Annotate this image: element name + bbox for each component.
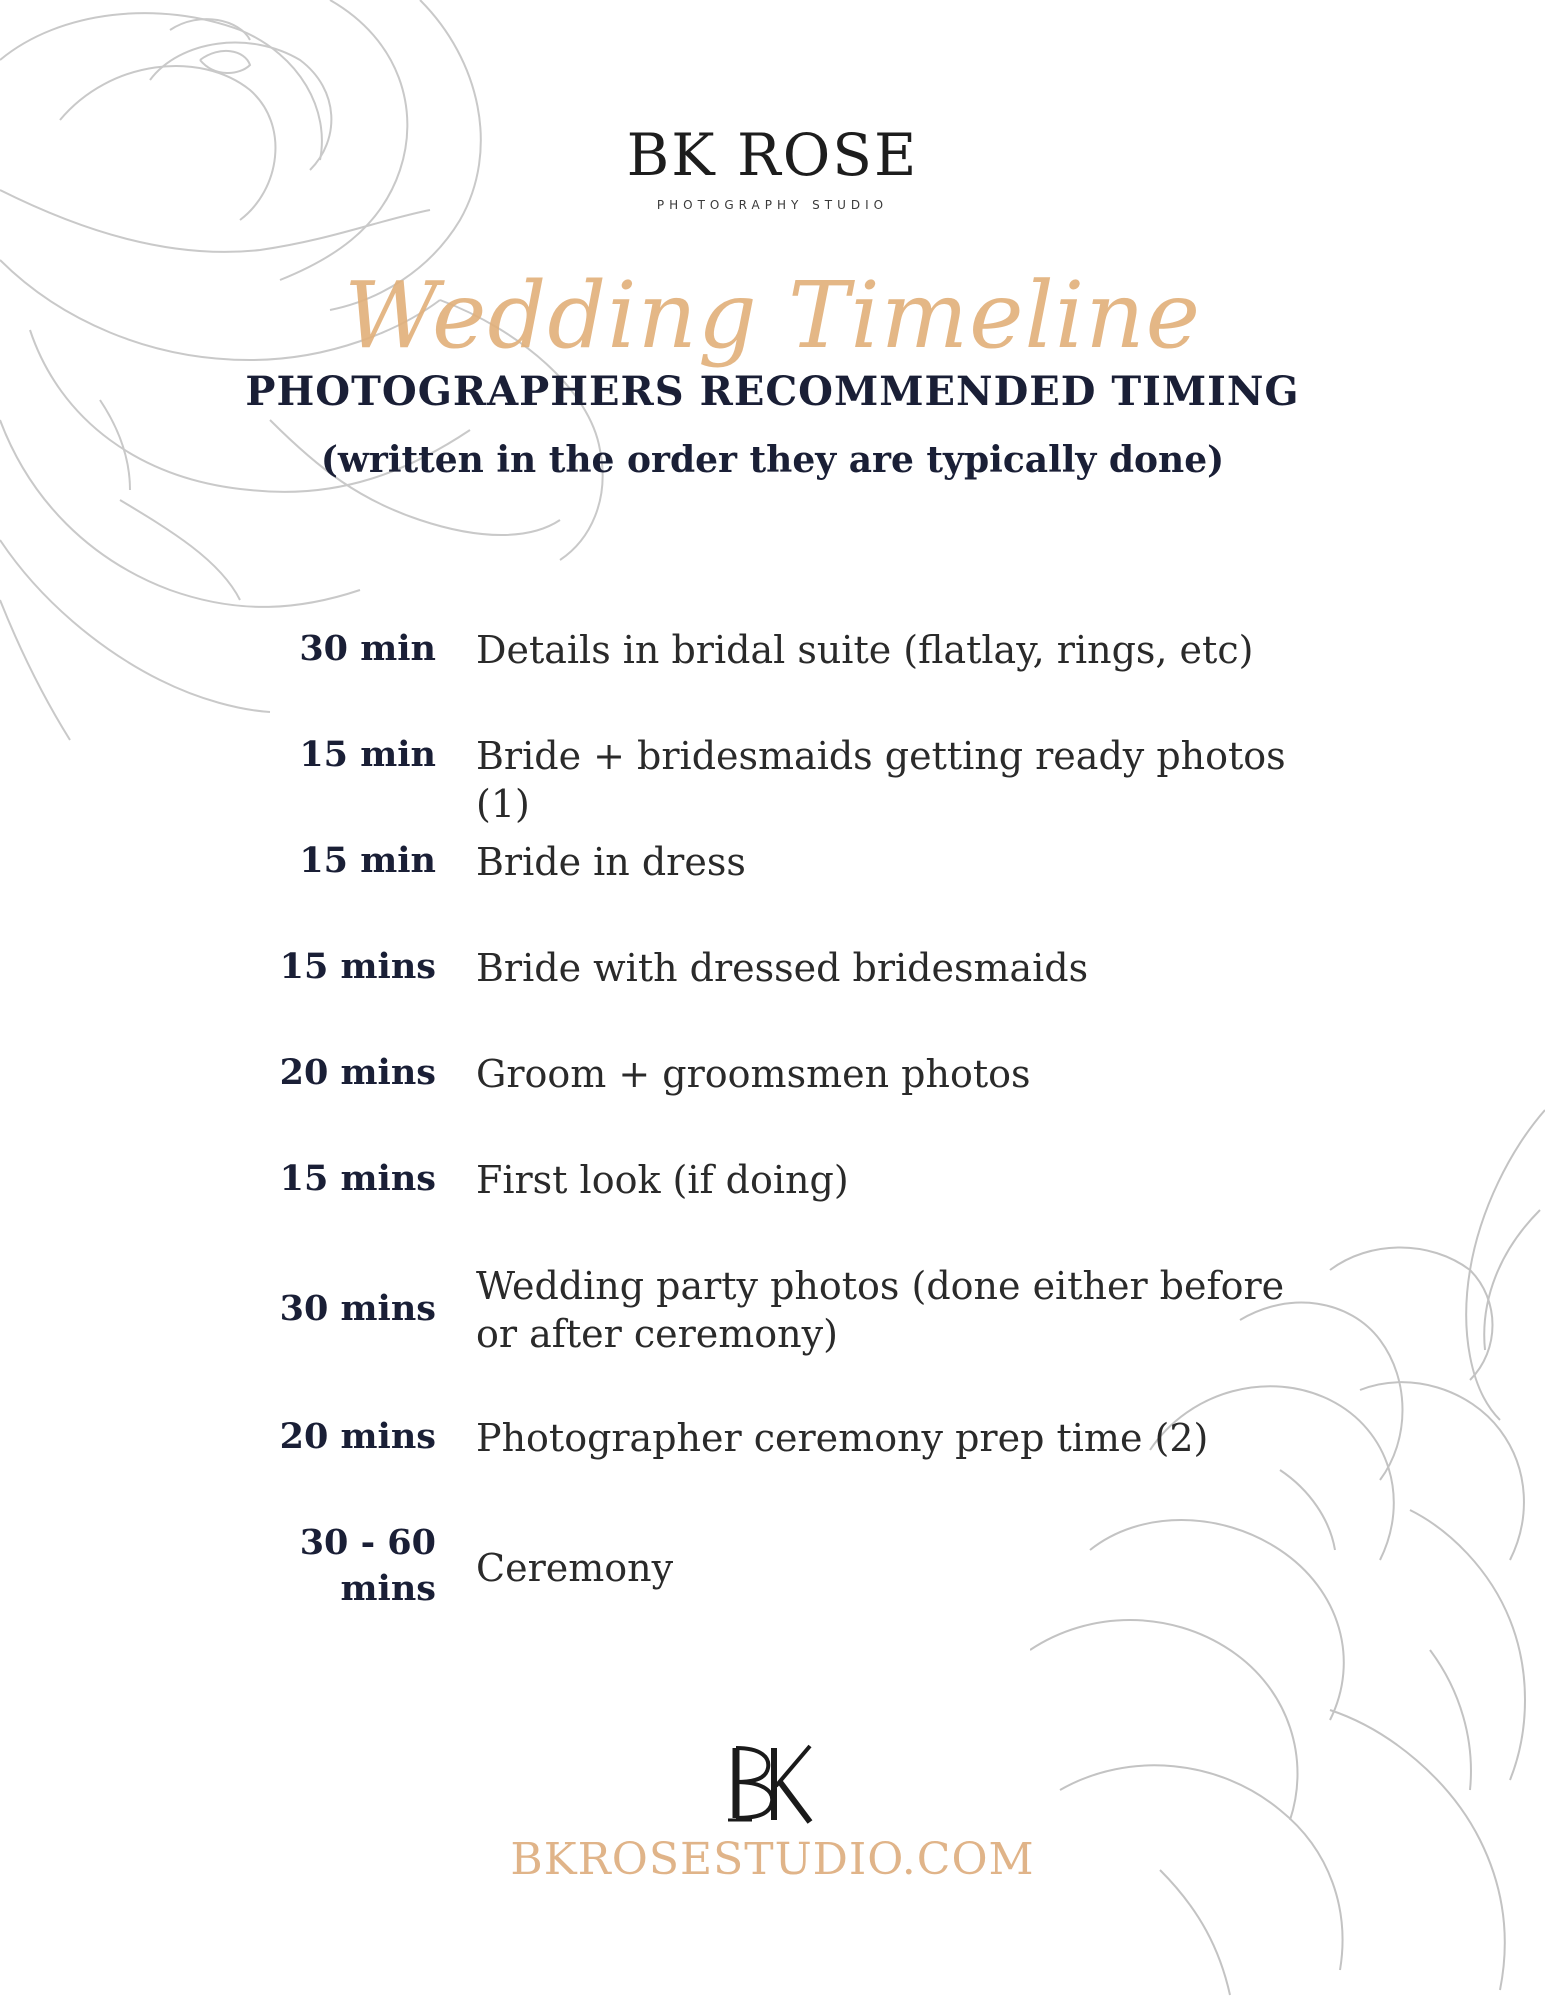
timeline-duration: 30 mins <box>279 1288 436 1329</box>
website-url[interactable]: BKROSESTUDIO.COM <box>510 1834 1035 1885</box>
timeline-description: Wedding party photos (done either before or after ceremony) <box>476 1264 1285 1356</box>
brand-tagline: PHOTOGRAPHY STUDIO <box>656 198 889 212</box>
page-headline: PHOTOGRAPHERS RECOMMENDED TIMING <box>245 368 1300 415</box>
timeline-description: Bride with dressed bridesmaids <box>476 946 1089 990</box>
timeline-duration: 30 min <box>299 628 436 669</box>
timeline-description: Photographer ceremony prep time (2) <box>476 1416 1209 1460</box>
brand-name: BK ROSE <box>626 121 919 189</box>
bk-monogram-logo <box>722 1740 822 1830</box>
timeline-description: Details in bridal suite (flatlay, rings, etc) <box>476 628 1254 672</box>
timeline-description: Bride + bridesmaids getting ready photos (1) <box>476 734 1286 826</box>
page-subheadline: (written in the order they are typically done) <box>320 439 1225 481</box>
timeline-duration: 15 mins <box>279 1158 436 1199</box>
timeline-duration: 20 mins <box>279 1416 436 1457</box>
timeline-duration: 15 min <box>299 734 436 775</box>
timeline-description: First look (if doing) <box>476 1158 849 1202</box>
timeline-description: Bride in dress <box>476 840 746 884</box>
timeline-duration: 30 - 60 mins <box>299 1522 436 1609</box>
timeline-description: Groom + groomsmen photos <box>476 1052 1031 1096</box>
timeline-duration: 15 min <box>299 840 436 881</box>
timeline-description: Ceremony <box>476 1546 674 1590</box>
script-title: Wedding Timeline <box>343 262 1202 369</box>
timeline-duration: 20 mins <box>279 1052 436 1093</box>
timeline-duration: 15 mins <box>279 946 436 987</box>
